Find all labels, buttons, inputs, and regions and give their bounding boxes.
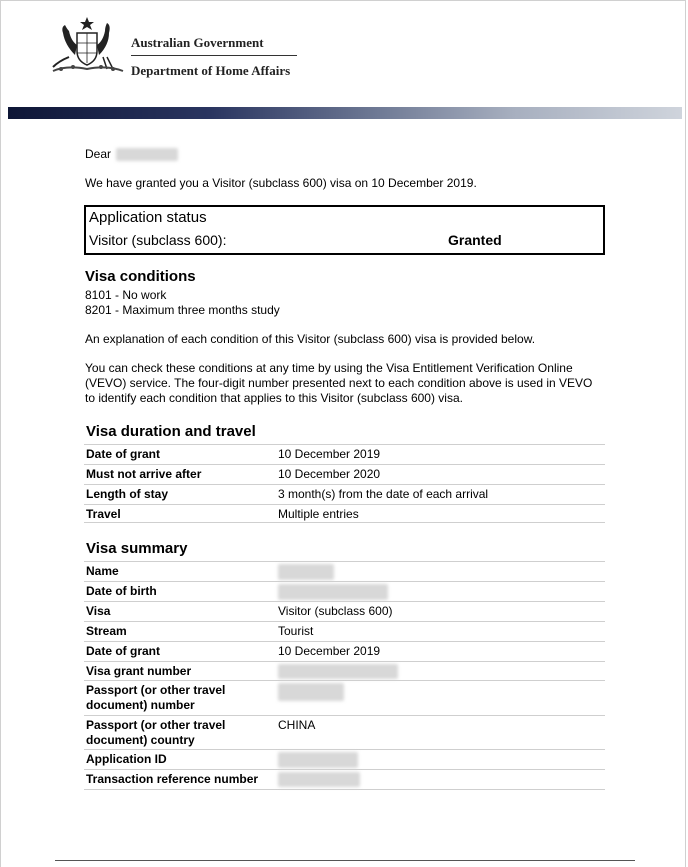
condition-item: 8101 - No work <box>85 288 167 302</box>
row-value: Visitor (subclass 600) <box>278 604 393 618</box>
status-title: Application status <box>89 209 207 226</box>
table-row <box>84 561 605 581</box>
redacted-name <box>116 148 178 161</box>
gov-name: Australian Government <box>131 35 264 50</box>
summary-heading: Visa summary <box>86 540 188 557</box>
row-label: Visa <box>86 604 111 618</box>
greeting: Dear <box>85 147 178 161</box>
table-row <box>84 464 605 484</box>
row-label: Must not arrive after <box>86 467 202 481</box>
redacted-value <box>278 664 398 679</box>
row-value <box>278 564 598 580</box>
row-label: Date of grant <box>86 447 161 461</box>
redacted-value <box>278 564 334 580</box>
status-label: Visitor (subclass 600): <box>89 232 227 248</box>
row-value: 10 December 2019 <box>278 447 381 461</box>
row-value: CHINA <box>278 718 316 732</box>
application-status-box <box>84 205 605 255</box>
footer-rule <box>55 860 635 861</box>
row-label: Visa grant number <box>86 664 192 678</box>
duration-table <box>84 444 605 523</box>
letterhead <box>1 1 685 107</box>
row-label: Travel <box>86 507 121 521</box>
row-label: Date of birth <box>86 584 157 598</box>
status-value: Granted <box>448 232 502 248</box>
row-value <box>278 584 598 600</box>
row-label: Transaction reference number <box>86 772 259 786</box>
row-label: Application ID <box>86 752 167 766</box>
dept-name: Department of Home Affairs <box>131 63 291 78</box>
table-row <box>84 444 605 464</box>
redacted-value <box>278 752 358 768</box>
table-row <box>84 641 605 661</box>
redacted-value <box>278 584 388 600</box>
table-row <box>84 680 605 715</box>
row-value: Multiple entries <box>278 507 359 521</box>
summary-table <box>84 561 605 790</box>
letterhead-rule <box>131 55 297 56</box>
condition-item: 8201 - Maximum three months study <box>85 303 280 317</box>
row-value <box>278 752 598 768</box>
table-row <box>84 601 605 621</box>
table-row <box>84 769 605 790</box>
row-value <box>278 664 598 679</box>
vevo-paragraph: You can check these conditions at any time by using the Visa Entitlement Verification Online (VEVO) service. The four-digit number presented next to each condition above is used in VEVO to identify each condition that applies to this Visitor (subclass 600) visa. <box>85 361 593 405</box>
conditions-heading: Visa conditions <box>85 268 196 285</box>
row-value: 10 December 2019 <box>278 644 381 658</box>
row-value: Tourist <box>278 624 314 638</box>
table-row <box>84 749 605 769</box>
table-row <box>84 715 605 749</box>
row-label: Date of grant <box>86 644 161 658</box>
table-row <box>84 484 605 504</box>
coat-of-arms-icon <box>47 15 127 75</box>
header-banner <box>8 107 682 119</box>
row-label: Length of stay <box>86 487 169 501</box>
row-label: Passport (or other travel document) number <box>86 683 226 712</box>
conditions-explanation: An explanation of each condition of this Visitor (subclass 600) visa is provided below. <box>85 332 536 346</box>
granted-sentence: We have granted you a Visitor (subclass 600) visa on 10 December 2019. <box>85 176 477 190</box>
table-row <box>84 661 605 680</box>
row-value <box>278 683 598 701</box>
redacted-value <box>278 683 344 701</box>
redacted-value <box>278 772 360 787</box>
row-label: Stream <box>86 624 127 638</box>
row-label: Name <box>86 564 119 578</box>
row-value: 10 December 2020 <box>278 467 381 481</box>
table-row <box>84 504 605 523</box>
row-value: 3 month(s) from the date of each arrival <box>278 487 489 501</box>
row-value <box>278 772 598 787</box>
duration-heading: Visa duration and travel <box>86 423 256 440</box>
table-row <box>84 621 605 641</box>
table-row <box>84 581 605 601</box>
row-label: Passport (or other travel document) country <box>86 718 226 747</box>
